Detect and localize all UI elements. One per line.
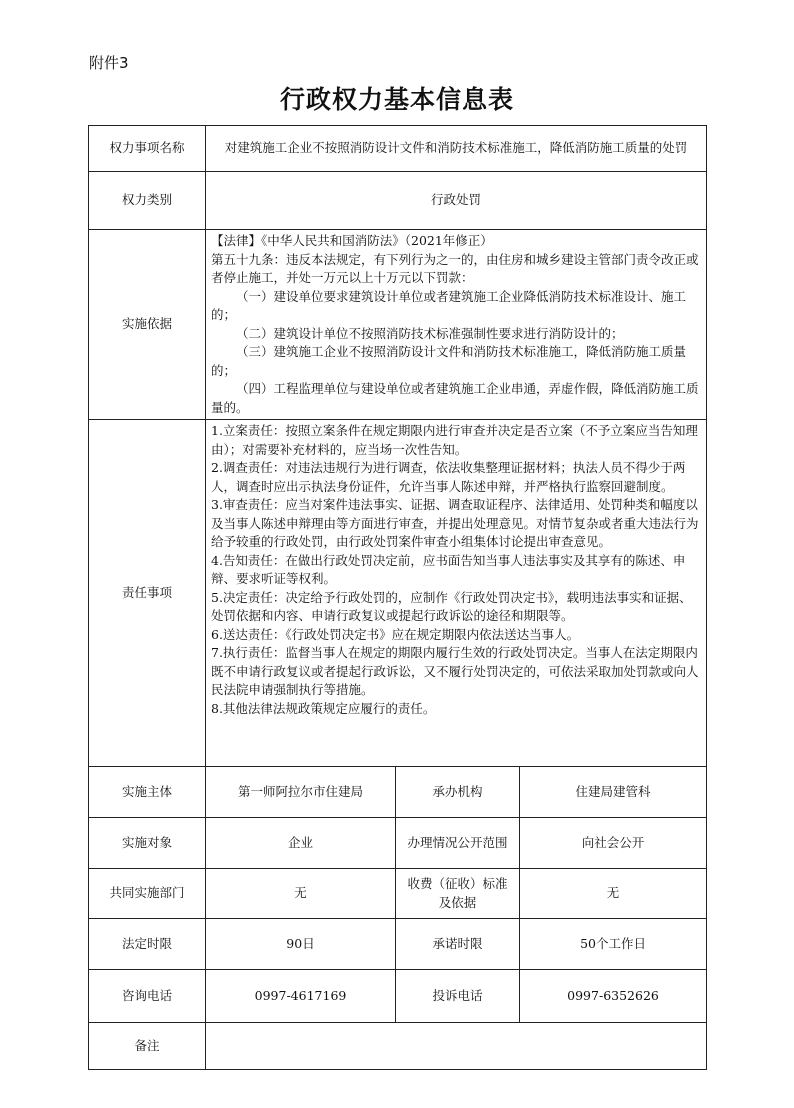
target-label: 实施对象 xyxy=(89,818,206,869)
joint-dept-value: 无 xyxy=(206,869,396,919)
basis-line: 【法律】《中华人民共和国消防法》（2021年修正） xyxy=(211,233,493,248)
category-value: 行政处罚 xyxy=(206,172,707,230)
info-table xyxy=(88,125,707,1070)
promised-time-limit-value: 50个工作日 xyxy=(520,919,707,970)
row-target xyxy=(89,818,707,869)
responsibility-line: 7.执行责任：监督当事人在规定的期限内履行生效的行政处罚决定。当事人在法定期限内既不申请行政复议或者提起行政诉讼，又不履行处罚决定的，可依法采取加处罚款或向人民法院申请强制执行等措施。 xyxy=(211,645,699,697)
basis-line: （三）建筑施工企业不按照消防设计文件和消防技术标准施工，降低消防施工质量的； xyxy=(211,344,687,378)
disclosure-scope-value: 向社会公开 xyxy=(520,818,707,869)
category-label: 权力类别 xyxy=(89,172,206,230)
fee-standard-label: 收费（征收）标准及依据 xyxy=(396,869,520,919)
responsibility-line: 8.其他法律法规政策规定应履行的责任。 xyxy=(211,700,436,716)
handling-org-label: 承办机构 xyxy=(396,767,520,818)
consult-phone-label: 咨询电话 xyxy=(89,970,206,1023)
legal-time-limit-value: 90日 xyxy=(206,919,396,970)
responsibility-label: 责任事项 xyxy=(89,420,206,767)
fee-standard-value: 无 xyxy=(520,869,707,919)
remark-label: 备注 xyxy=(89,1023,206,1070)
disclosure-scope-label: 办理情况公开范围 xyxy=(396,818,520,869)
subject-label: 实施主体 xyxy=(89,767,206,818)
item-name-label: 权力事项名称 xyxy=(89,126,206,172)
complaint-phone-label: 投诉电话 xyxy=(396,970,520,1023)
row-basis xyxy=(89,230,707,420)
basis-line: （一）建设单位要求建筑设计单位或者建筑施工企业降低消防技术标准设计、施工的； xyxy=(211,288,687,322)
basis-label: 实施依据 xyxy=(89,230,206,420)
responsibility-line: 6.送达责任：《行政处罚决定书》应在规定期限内依法送达当事人。 xyxy=(211,626,580,642)
page-title: 行政权力基本信息表 xyxy=(279,85,514,114)
handling-org-value: 住建局建管科 xyxy=(520,767,707,818)
row-time-limit xyxy=(89,919,707,970)
basis-line: （四）工程监理单位与建设单位或者建筑施工企业串通，弄虚作假，降低消防施工质量的。 xyxy=(211,381,699,415)
row-category xyxy=(89,172,707,230)
row-remark xyxy=(89,1023,707,1070)
complaint-phone-value: 0997-6352626 xyxy=(520,970,707,1023)
responsibility-line: 1.立案责任：按照立案条件在规定期限内进行审查并决定是否立案（不予立案应当告知理由）；对需要补充材料的，应当场一次性告知。 xyxy=(211,423,698,457)
row-item-name xyxy=(89,126,707,172)
consult-phone-value: 0997-4617169 xyxy=(206,970,396,1023)
promised-time-limit-label: 承诺时限 xyxy=(396,919,520,970)
row-subject xyxy=(89,767,707,818)
basis-line: （二）建筑设计单位不按照消防技术标准强制性要求进行消防设计的； xyxy=(236,325,624,341)
responsibility-line: 2.调查责任：对违法违规行为进行调查，依法收集整理证据材料；执法人员不得少于两人，调查时应出示执法身份证件，允许当事人陈述申辩，并严格执行监察回避制度。 xyxy=(211,460,686,494)
row-responsibility xyxy=(89,420,707,767)
joint-dept-label: 共同实施部门 xyxy=(89,869,206,919)
responsibility-text xyxy=(206,420,707,767)
row-phone xyxy=(89,970,707,1023)
basis-text xyxy=(206,230,707,420)
item-name-value: 对建筑施工企业不按照消防设计文件和消防技术标准施工，降低消防施工质量的处罚 xyxy=(206,126,707,172)
target-value: 企业 xyxy=(206,818,396,869)
remark-value xyxy=(206,1023,707,1070)
responsibility-line: 5.决定责任：决定给予行政处罚的，应制作《行政处罚决定书》，载明违法事实和证据、处罚依据和内容、申请行政复议或提起行政诉讼的途径和期限等。 xyxy=(211,589,692,623)
responsibility-line: 3.审查责任：应当对案件违法事实、证据、调查取证程序、法律适用、处罚种类和幅度以及当事人陈述申辩理由等方面进行审查，并提出处理意见。对情节复杂或者重大违法行为给予较重的行政处罚，由行政处罚案件审查小组集体讨论提出审查意见。 xyxy=(211,497,699,549)
attachment-label: 附件3 xyxy=(89,54,129,72)
legal-time-limit-label: 法定时限 xyxy=(89,919,206,970)
basis-line: 第五十九条：违反本法规定，有下列行为之一的，由住房和城乡建设主管部门责令改正或者停止施工，并处一万元以上十万元以下罚款： xyxy=(211,251,699,285)
subject-value: 第一师阿拉尔市住建局 xyxy=(206,767,396,818)
responsibility-line: 4.告知责任：在做出行政处罚决定前，应书面告知当事人违法事实及其享有的陈述、申辩、要求听证等权利。 xyxy=(211,552,686,586)
row-joint-dept xyxy=(89,869,707,919)
